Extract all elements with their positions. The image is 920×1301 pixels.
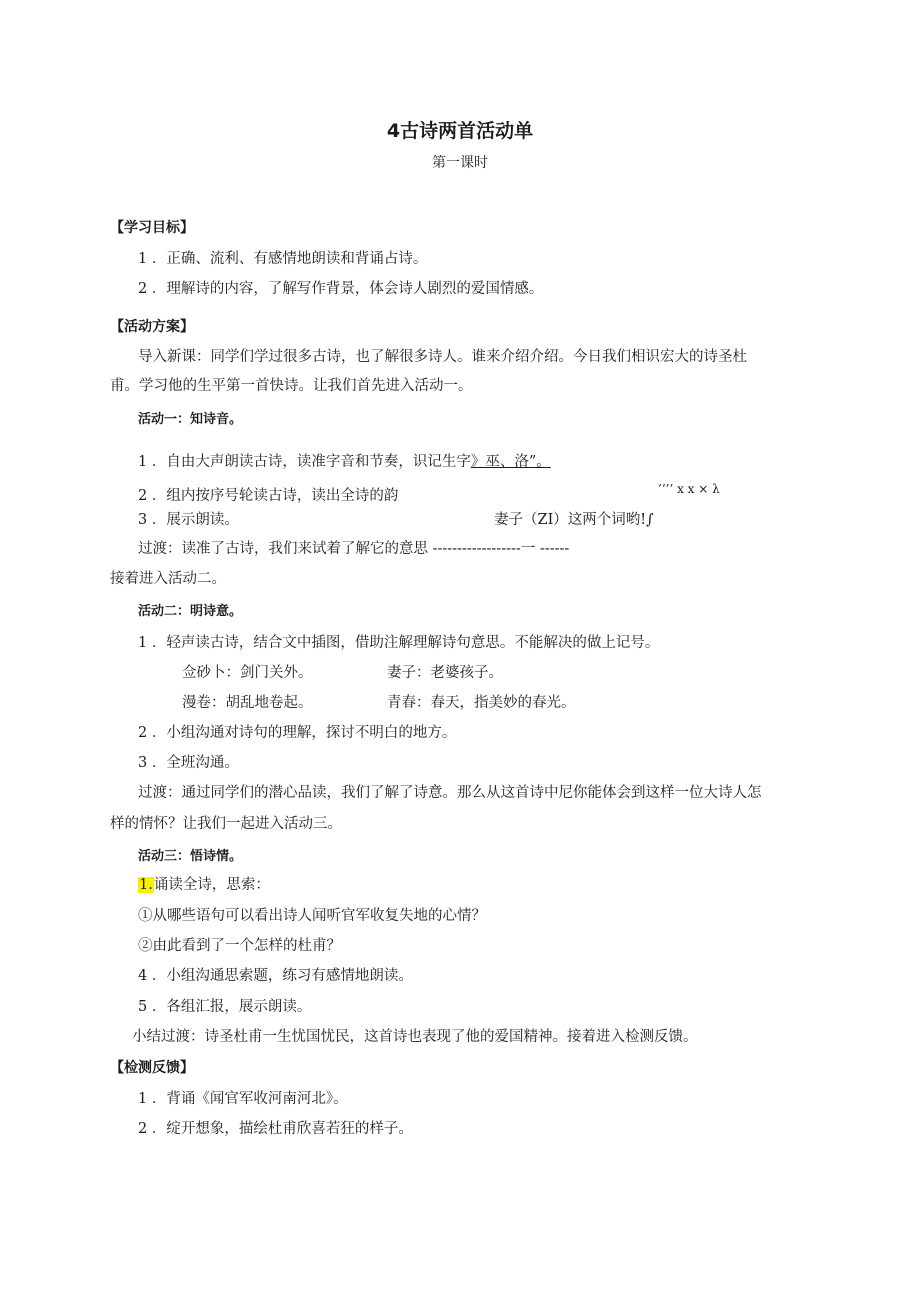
activity-2-heading: 活动二：明诗意。 <box>138 604 243 619</box>
gloss-1: 佥砂卜：剑门关外。 <box>182 665 313 681</box>
activity-1-item-2: 2 ．组内按序号轮读古诗，读出全诗的韵 <box>138 488 399 504</box>
activity-1-item-3-note: 妻子（ZI）这两个词哟!∫ <box>494 512 654 528</box>
activity-2-item-1: 1 ．轻声读古诗，结合文中插图，借助注解理解诗句意思。不能解决的做上记号。 <box>138 635 660 651</box>
plan-heading: 【活动方案】 <box>110 319 194 335</box>
gloss-3: 漫卷：胡乱地卷起。 <box>182 695 313 711</box>
feedback-item-1: 1 ．背诵《闻官军收河南河北》。 <box>138 1091 348 1107</box>
activity-3-item-5: 5 ．各组汇报，展示朗读。 <box>138 999 312 1015</box>
goals-heading: 【学习目标】 <box>110 220 194 236</box>
activity-3-item-1-text: 诵读全诗，思索： <box>153 877 270 893</box>
activity-2-item-3: 3 ．全班沟通。 <box>138 755 239 771</box>
page-subtitle: 第一课时 <box>432 155 488 171</box>
feedback-item-2: 2 ．绽开想象，描绘杜甫欣喜若狂的样子。 <box>138 1121 413 1137</box>
intro-line-2: 甫。学习他的生平第一首快诗。让我们首先进入活动一。 <box>110 378 473 394</box>
gloss-2: 妻子：老婆孩子。 <box>387 665 503 681</box>
highlighted-number: 1. <box>139 877 153 893</box>
goal-item-2: 2 ．理解诗的内容，了解写作背景，体会诗人剧烈的爱国情感。 <box>138 281 544 297</box>
goal-item-1: 1 ．正确、流利、有感情地朗读和背诵占诗。 <box>138 251 428 267</box>
summary-transition: 小结过渡：诗圣杜甫一生忧国忧民，这首诗也表现了他的爱国精神。接着进入检测反馈。 <box>132 1029 698 1045</box>
activity-3-item-1 <box>138 873 270 894</box>
activity-1-heading: 活动一：知诗音。 <box>138 412 243 427</box>
gloss-4: 青春：春天，指美妙的春光。 <box>387 695 576 711</box>
activity-3-heading: 活动三：悟诗情。 <box>138 849 243 864</box>
activity-2-item-2: 2 ．小组沟通对诗句的理解，探讨不明白的地方。 <box>138 725 457 741</box>
feedback-heading: 【检测反馈】 <box>110 1060 194 1076</box>
page-title: 4古诗两首活动单 <box>386 120 534 142</box>
intro-line-1: 导入新课：同学们学过很多古诗，也了解很多诗人。谁来介绍介绍。今日我们相识宏大的诗圣杜 <box>138 349 747 365</box>
question-1: ①从哪些语句可以看出诗人闻听官军收复失地的心情？ <box>138 908 486 924</box>
activity-3-item-4: 4 ．小组沟通思索题，练习有感情地朗读。 <box>138 968 413 984</box>
transition-1-line-1: 过渡：读准了古诗，我们来试着了解它的意思 ------------------一 ------ <box>138 541 570 557</box>
activity-1-item-1-underlined: 》巫、洛”。 <box>470 454 551 470</box>
activity-1-item-1-text: 1 ．自由大声朗读古诗，读准字音和节奏，识记生字 <box>138 454 471 470</box>
activity-1-item-3: 3 ．展示朗读。 <box>138 512 239 528</box>
transition-1-line-2: 接着进入活动二。 <box>110 571 226 587</box>
rhythm-marks: ’’’’ x x × λ <box>658 482 720 496</box>
transition-2-line-1: 过渡：通过同学们的潜心品读，我们了解了诗意。那么从这首诗中尼你能体会到这样一位大诗人怎 <box>138 785 762 801</box>
transition-2-line-2: 样的情怀？让我们一起进入活动三。 <box>110 816 342 832</box>
question-2: ②由此看到了一个怎样的杜甫？ <box>138 938 341 954</box>
activity-1-item-1 <box>138 450 551 471</box>
